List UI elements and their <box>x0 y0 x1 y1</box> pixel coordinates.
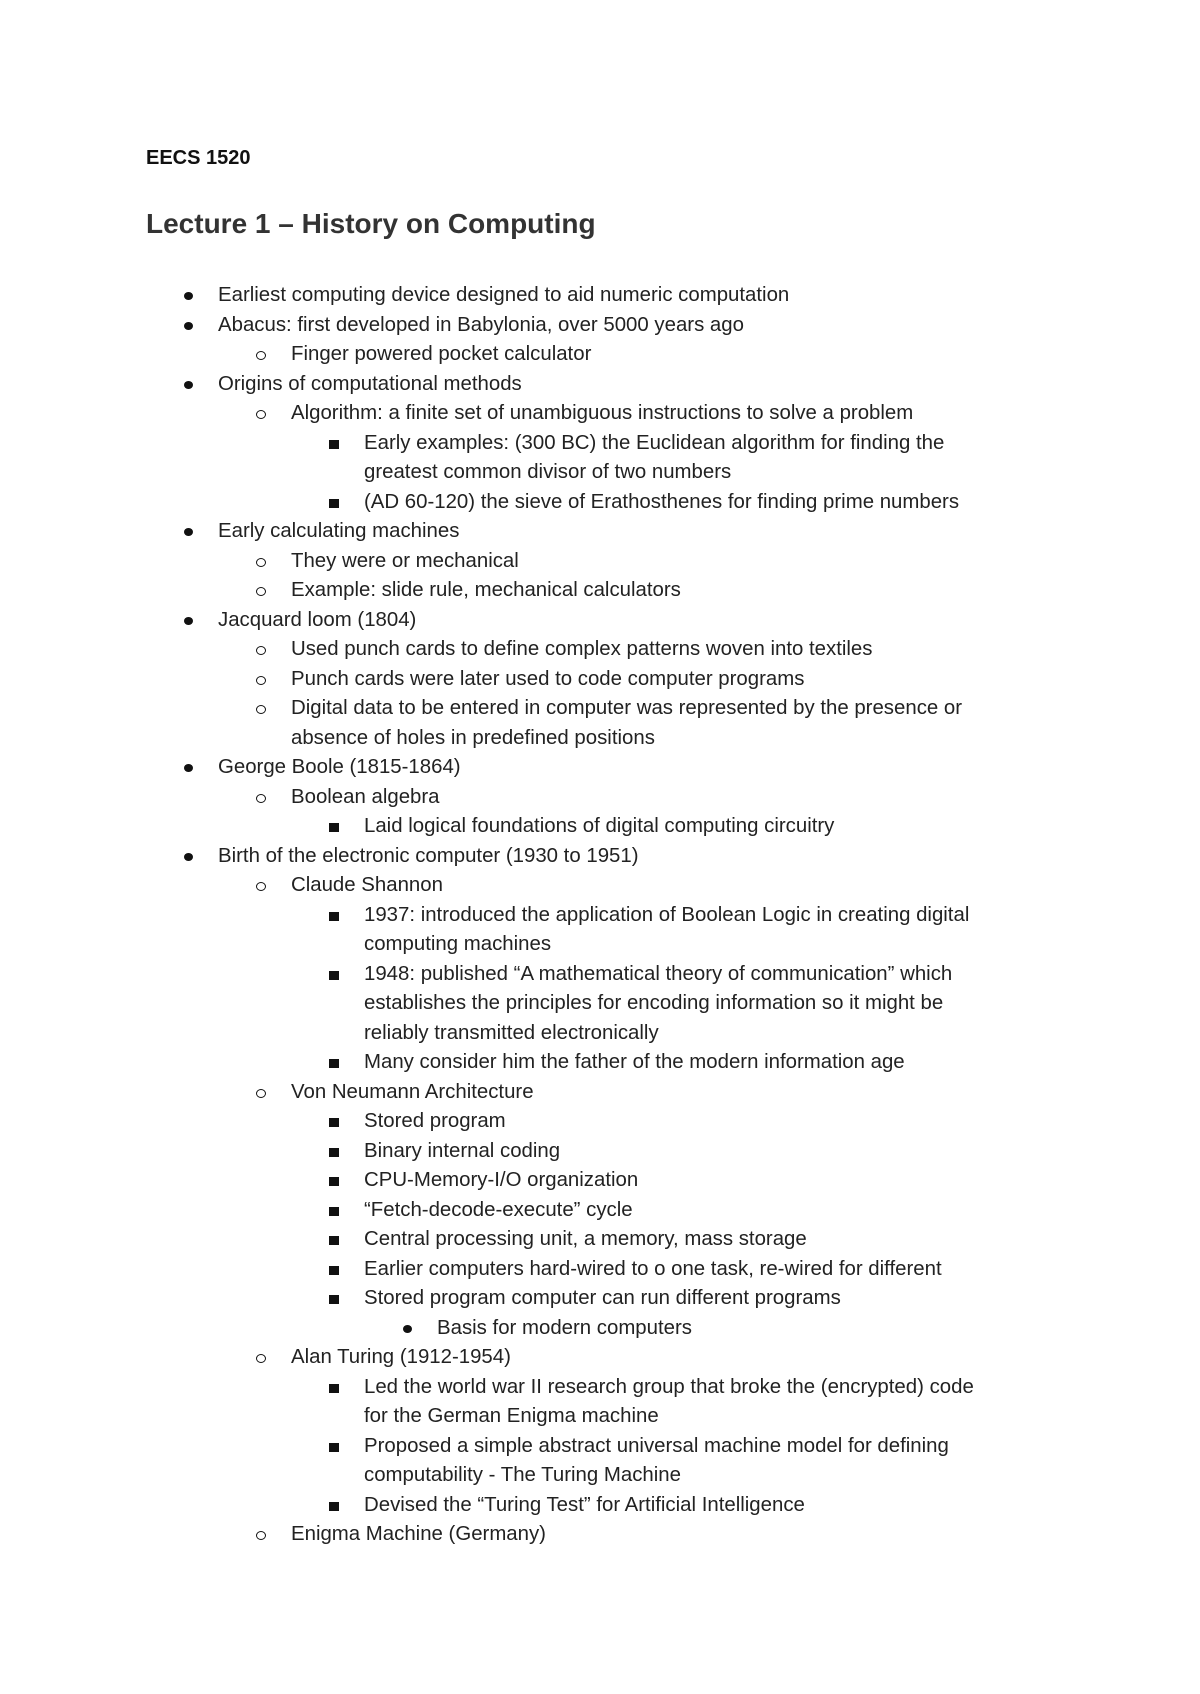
circle-bullet-icon <box>253 1343 269 1373</box>
list-item <box>0 399 1200 429</box>
square-bullet-icon <box>326 812 342 842</box>
list-item-continuation <box>0 1402 1200 1432</box>
list-item <box>0 901 1200 931</box>
circle-bullet-icon <box>253 871 269 901</box>
list-item-continuation <box>0 989 1200 1019</box>
square-bullet-icon <box>326 960 342 990</box>
list-item-text: for the German Enigma machine <box>364 1405 659 1427</box>
list-item <box>0 370 1200 400</box>
square-bullet-icon <box>326 488 342 518</box>
list-item <box>0 1196 1200 1226</box>
list-item <box>0 488 1200 518</box>
circle-bullet-icon <box>253 576 269 606</box>
list-item-continuation <box>0 458 1200 488</box>
circle-bullet-icon <box>253 665 269 695</box>
disc-bullet-icon <box>180 753 196 783</box>
square-bullet-icon <box>326 1432 342 1462</box>
list-item-text: Enigma Machine (Germany) <box>291 1523 546 1545</box>
list-item-text: CPU-Memory-I/O organization <box>364 1169 639 1191</box>
list-item <box>0 1107 1200 1137</box>
list-item <box>0 1373 1200 1403</box>
list-item <box>0 812 1200 842</box>
circle-bullet-icon <box>253 547 269 577</box>
square-bullet-icon <box>326 1284 342 1314</box>
lecture-outline <box>0 281 1200 1550</box>
list-item <box>0 340 1200 370</box>
list-item <box>0 281 1200 311</box>
square-bullet-icon <box>326 1373 342 1403</box>
square-bullet-icon <box>326 901 342 931</box>
list-item <box>0 1520 1200 1550</box>
square-bullet-icon <box>326 1107 342 1137</box>
list-item-text: Birth of the electronic computer (1930 to 1951) <box>218 844 639 867</box>
list-item-text: Proposed a simple abstract universal machine model for defining <box>364 1434 949 1457</box>
list-item <box>0 635 1200 665</box>
list-item-text: greatest common divisor of two numbers <box>364 461 732 483</box>
list-item-text: Punch cards were later used to code computer programs <box>291 667 805 690</box>
list-item-text: Used punch cards to define complex patterns woven into textiles <box>291 638 873 660</box>
list-item <box>0 606 1200 636</box>
list-item-text: (AD 60-120) the sieve of Erathosthenes for finding prime numbers <box>364 490 960 513</box>
list-item <box>0 1137 1200 1167</box>
list-item <box>0 1255 1200 1285</box>
list-item-text: “Fetch-decode-execute” cycle <box>364 1198 633 1221</box>
square-bullet-icon <box>326 1166 342 1196</box>
circle-bullet-icon <box>253 783 269 813</box>
list-item-text: Devised the “Turing Test” for Artificial Intelligence <box>364 1493 805 1516</box>
list-item-text: Finger powered pocket calculator <box>291 343 592 365</box>
course-code: EECS 1520 <box>146 147 251 169</box>
list-item <box>0 429 1200 459</box>
list-item-text: Early calculating machines <box>218 520 460 542</box>
disc-bullet-icon <box>180 517 196 547</box>
disc-bullet-icon <box>180 370 196 400</box>
list-item-text: Alan Turing (1912-1954) <box>291 1346 511 1368</box>
list-item-text: Led the world war II research group that broke the (encrypted) code <box>364 1375 974 1398</box>
list-item <box>0 1343 1200 1373</box>
circle-bullet-icon <box>253 1520 269 1550</box>
list-item-text: computing machines <box>364 933 552 955</box>
list-item-text: absence of holes in predefined positions <box>291 726 655 749</box>
list-item <box>0 1166 1200 1196</box>
square-bullet-icon <box>326 1491 342 1521</box>
square-bullet-icon <box>326 1137 342 1167</box>
circle-bullet-icon <box>253 694 269 724</box>
list-item-text: Origins of computational methods <box>218 372 522 395</box>
list-item-text: Boolean algebra <box>291 785 440 808</box>
list-item-continuation <box>0 1461 1200 1491</box>
square-bullet-icon <box>326 429 342 459</box>
list-item <box>0 1284 1200 1314</box>
list-item <box>0 842 1200 872</box>
list-item-text: Laid logical foundations of digital computing circuitry <box>364 815 835 837</box>
list-item-text: Stored program <box>364 1110 506 1132</box>
list-item-continuation <box>0 930 1200 960</box>
square-bullet-icon <box>326 1255 342 1285</box>
list-item-text: Basis for modern computers <box>437 1316 692 1339</box>
list-item-continuation <box>0 1019 1200 1049</box>
list-item <box>0 1078 1200 1108</box>
square-bullet-icon <box>326 1225 342 1255</box>
list-item-text: George Boole (1815-1864) <box>218 756 461 778</box>
list-item <box>0 753 1200 783</box>
list-item <box>0 1048 1200 1078</box>
square-bullet-icon <box>326 1048 342 1078</box>
list-item-text: Claude Shannon <box>291 874 443 896</box>
list-item <box>0 871 1200 901</box>
list-item <box>0 960 1200 990</box>
disc-bullet-icon <box>180 606 196 636</box>
circle-bullet-icon <box>253 399 269 429</box>
circle-bullet-icon <box>253 635 269 665</box>
list-item <box>0 311 1200 341</box>
list-item-text: Von Neumann Architecture <box>291 1080 534 1103</box>
list-item-text: Many consider him the father of the modern information age <box>364 1051 905 1073</box>
list-item <box>0 1314 1200 1344</box>
square-bullet-icon <box>326 1196 342 1226</box>
circle-bullet-icon <box>253 340 269 370</box>
list-item-text: Example: slide rule, mechanical calculators <box>291 579 681 601</box>
list-item-continuation <box>0 724 1200 754</box>
list-item-text: Digital data to be entered in computer was represented by the presence or <box>291 697 963 719</box>
circle-bullet-icon <box>253 1078 269 1108</box>
list-item <box>0 1491 1200 1521</box>
disc-bullet-icon <box>180 842 196 872</box>
disc-bullet-icon <box>399 1314 415 1344</box>
list-item <box>0 1432 1200 1462</box>
lecture-title: Lecture 1 – History on Computing <box>146 208 596 239</box>
list-item-text: computability - The Turing Machine <box>364 1464 681 1486</box>
list-item-text: Jacquard loom (1804) <box>218 608 417 631</box>
list-item <box>0 1225 1200 1255</box>
list-item-text: Algorithm: a finite set of unambiguous instructions to solve a problem <box>291 402 914 424</box>
disc-bullet-icon <box>180 281 196 311</box>
list-item <box>0 694 1200 724</box>
list-item-text: Binary internal coding <box>364 1139 561 1162</box>
disc-bullet-icon <box>180 311 196 341</box>
list-item-text: Earlier computers hard-wired to o one task, re-wired for different <box>364 1257 942 1280</box>
list-item-text: They were or mechanical <box>291 549 519 572</box>
list-item-text: Earliest computing device designed to aid numeric computation <box>218 284 790 306</box>
list-item <box>0 665 1200 695</box>
list-item <box>0 783 1200 813</box>
list-item-text: Stored program computer can run different programs <box>364 1287 841 1309</box>
list-item-text: reliably transmitted electronically <box>364 1021 659 1044</box>
list-item-text: 1937: introduced the application of Boolean Logic in creating digital <box>364 903 970 926</box>
list-item <box>0 517 1200 547</box>
list-item-text: Central processing unit, a memory, mass storage <box>364 1228 807 1250</box>
list-item-text: Early examples: (300 BC) the Euclidean algorithm for finding the <box>364 431 945 454</box>
list-item <box>0 547 1200 577</box>
list-item <box>0 576 1200 606</box>
list-item-text: Abacus: first developed in Babylonia, over 5000 years ago <box>218 313 744 336</box>
list-item-text: establishes the principles for encoding information so it might be <box>364 992 944 1014</box>
list-item-text: 1948: published “A mathematical theory of communication” which <box>364 962 953 985</box>
